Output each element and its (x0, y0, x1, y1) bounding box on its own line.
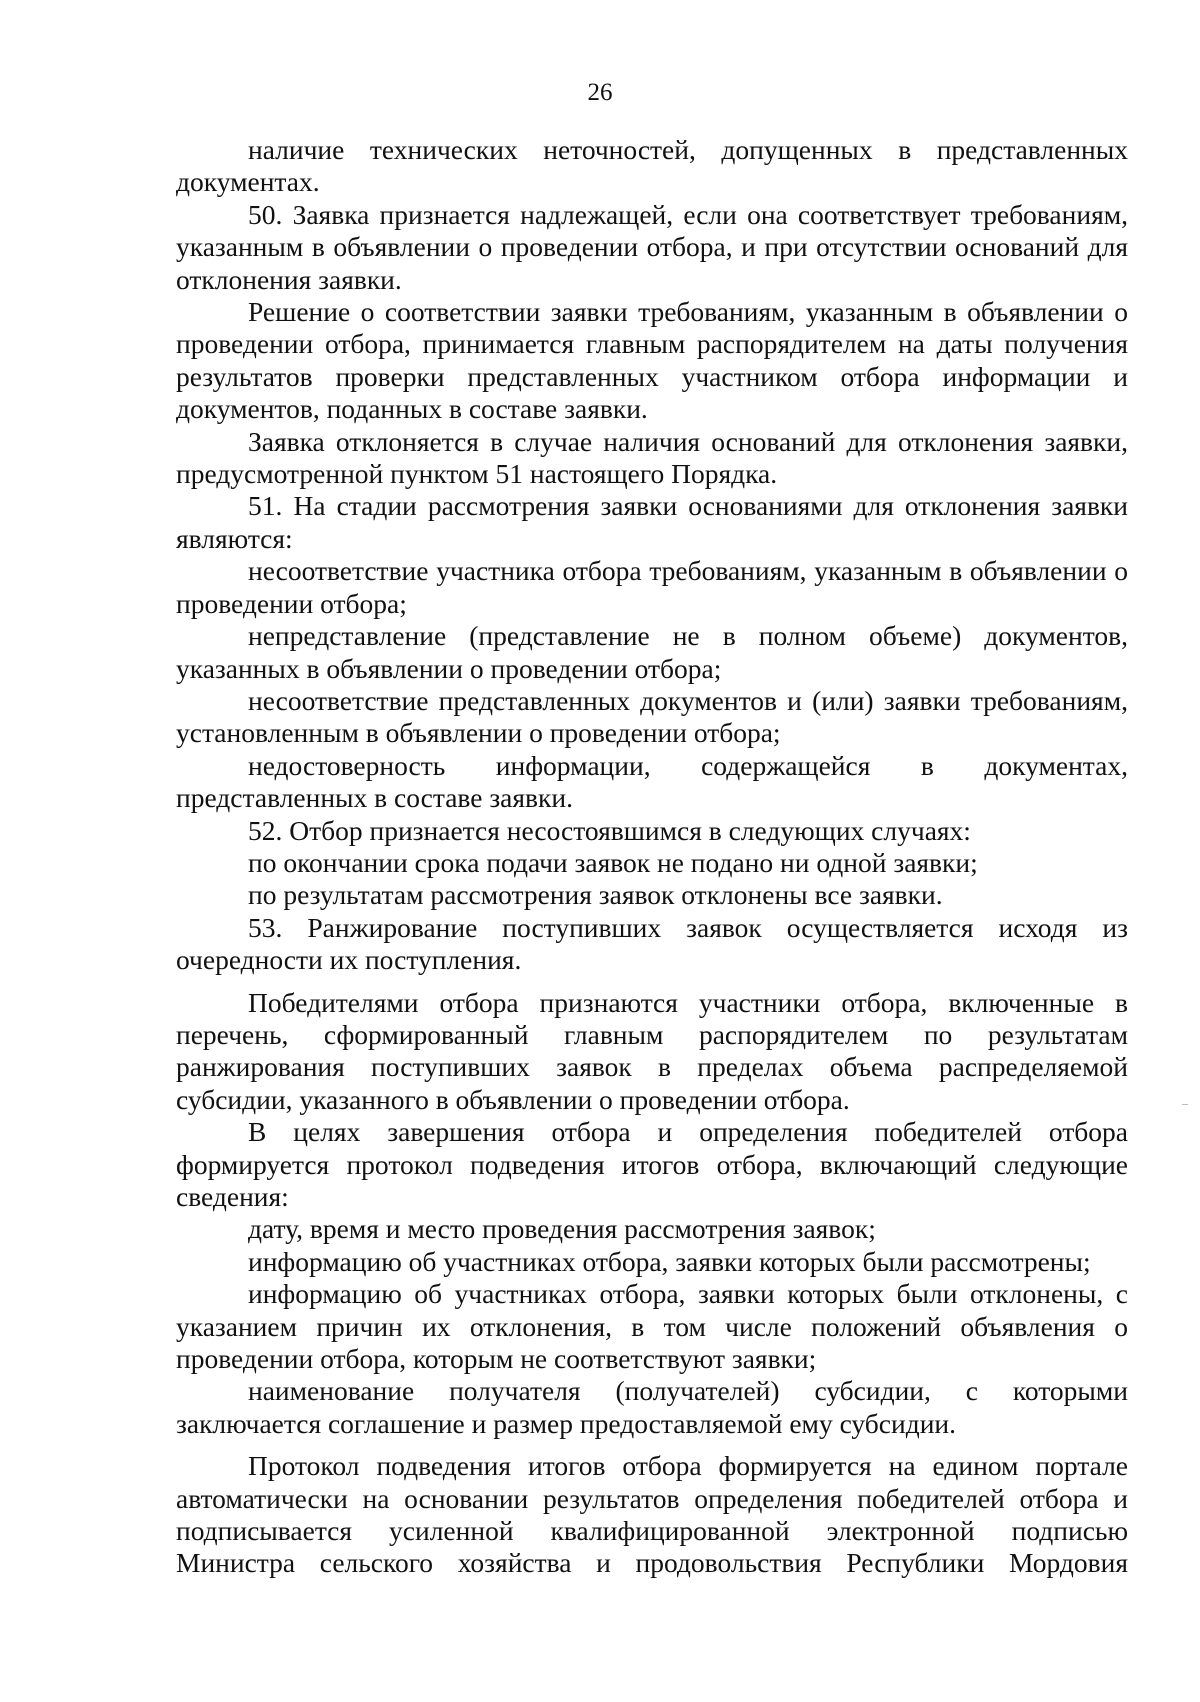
document-body (176, 134, 1128, 1580)
list-item-recipient-name: наименование получателя (получателей) субсидии, с которыми заключается соглашение и размер предоставляемой ему субсидии. (176, 1375, 1128, 1439)
paragraph-technical-inaccuracies: наличие технических неточностей, допущенных в представленных документах. (176, 134, 1128, 198)
paragraph-rejection-grounds-reference: Заявка отклоняется в случае наличия оснований для отклонения заявки, предусмотренной пунктом 51 настоящего Порядка. (176, 425, 1128, 490)
list-item-no-applications: по окончании срока подачи заявок не подано ни одной заявки; (248, 846, 978, 878)
paragraph-item-50: 50. Заявка признается надлежащей, если она соответствует требованиям, указанным в объявлении о проведении отбора, и при отсутствии оснований для отклонения заявки. (176, 198, 1128, 295)
paragraph-winners: Победителями отбора признаются участники отбора, включенные в перечень, сформированный главным распорядителем по результатам ранжирования поступивших заявок в пределах объема распределяемой субсидии, указанного в объявлении о проведении отбора. (176, 986, 1128, 1115)
list-item-rejected-participants: информацию об участниках отбора, заявки которых были отклонены, с указанием причин их отклонения, в том числе положений объявления о проведении отбора, которым не соответствуют заявки; (176, 1278, 1128, 1375)
margin-scan-mark (1182, 1104, 1188, 1105)
list-item-reviewed-participants: информацию об участниках отбора, заявки которых были рассмотрены; (248, 1245, 1091, 1277)
list-item-documents-not-submitted: непредставление (представление не в полном объеме) документов, указанных в объявлении о проведении отбора; (176, 620, 1128, 684)
list-item-documents-mismatch: несоответствие представленных документов и (или) заявки требованиям, установленным в объявлении о проведении отбора; (176, 684, 1128, 749)
list-item-unreliable-information: недостоверность информации, содержащейся в документах, представленных в составе заявки. (176, 749, 1128, 814)
paragraph-item-51: 51. На стадии рассмотрения заявки основаниями для отклонения заявки являются: (176, 490, 1128, 554)
paragraph-compliance-decision: Решение о соответствии заявки требованиям, указанным в объявлении о проведении отбора, принимается главным распорядителем на даты получения результатов проверки представленных участником отбора информации и документов, поданных в составе заявки. (176, 296, 1128, 425)
page-number: 26 (587, 79, 613, 106)
list-item-date-time-place: дату, время и место проведения рассмотрения заявок; (248, 1213, 876, 1245)
list-item-all-rejected: по результатам рассмотрения заявок отклонены все заявки. (248, 879, 943, 911)
list-item-participant-mismatch: несоответствие участника отбора требованиям, указанным в объявлении о проведении отбора; (176, 555, 1128, 619)
paragraph-protocol-signing: Протокол подведения итогов отбора формируется на едином портале автоматически на основании результатов определения победителей отбора и подписывается усиленной квалифицированной электронной подписью Министра сельского хозяйства и продовольствия Республики Мордовия (176, 1450, 1128, 1579)
paragraph-protocol-intro: В целях завершения отбора и определения победителей отбора формируется протокол подведения итогов отбора, включающий следующие сведения: (176, 1116, 1128, 1212)
paragraph-item-52: 52. Отбор признается несостоявшимся в следующих случаях: (248, 814, 971, 846)
paragraph-item-53: 53. Ранжирование поступивших заявок осуществляется исходя из очередности их поступления. (176, 911, 1128, 976)
